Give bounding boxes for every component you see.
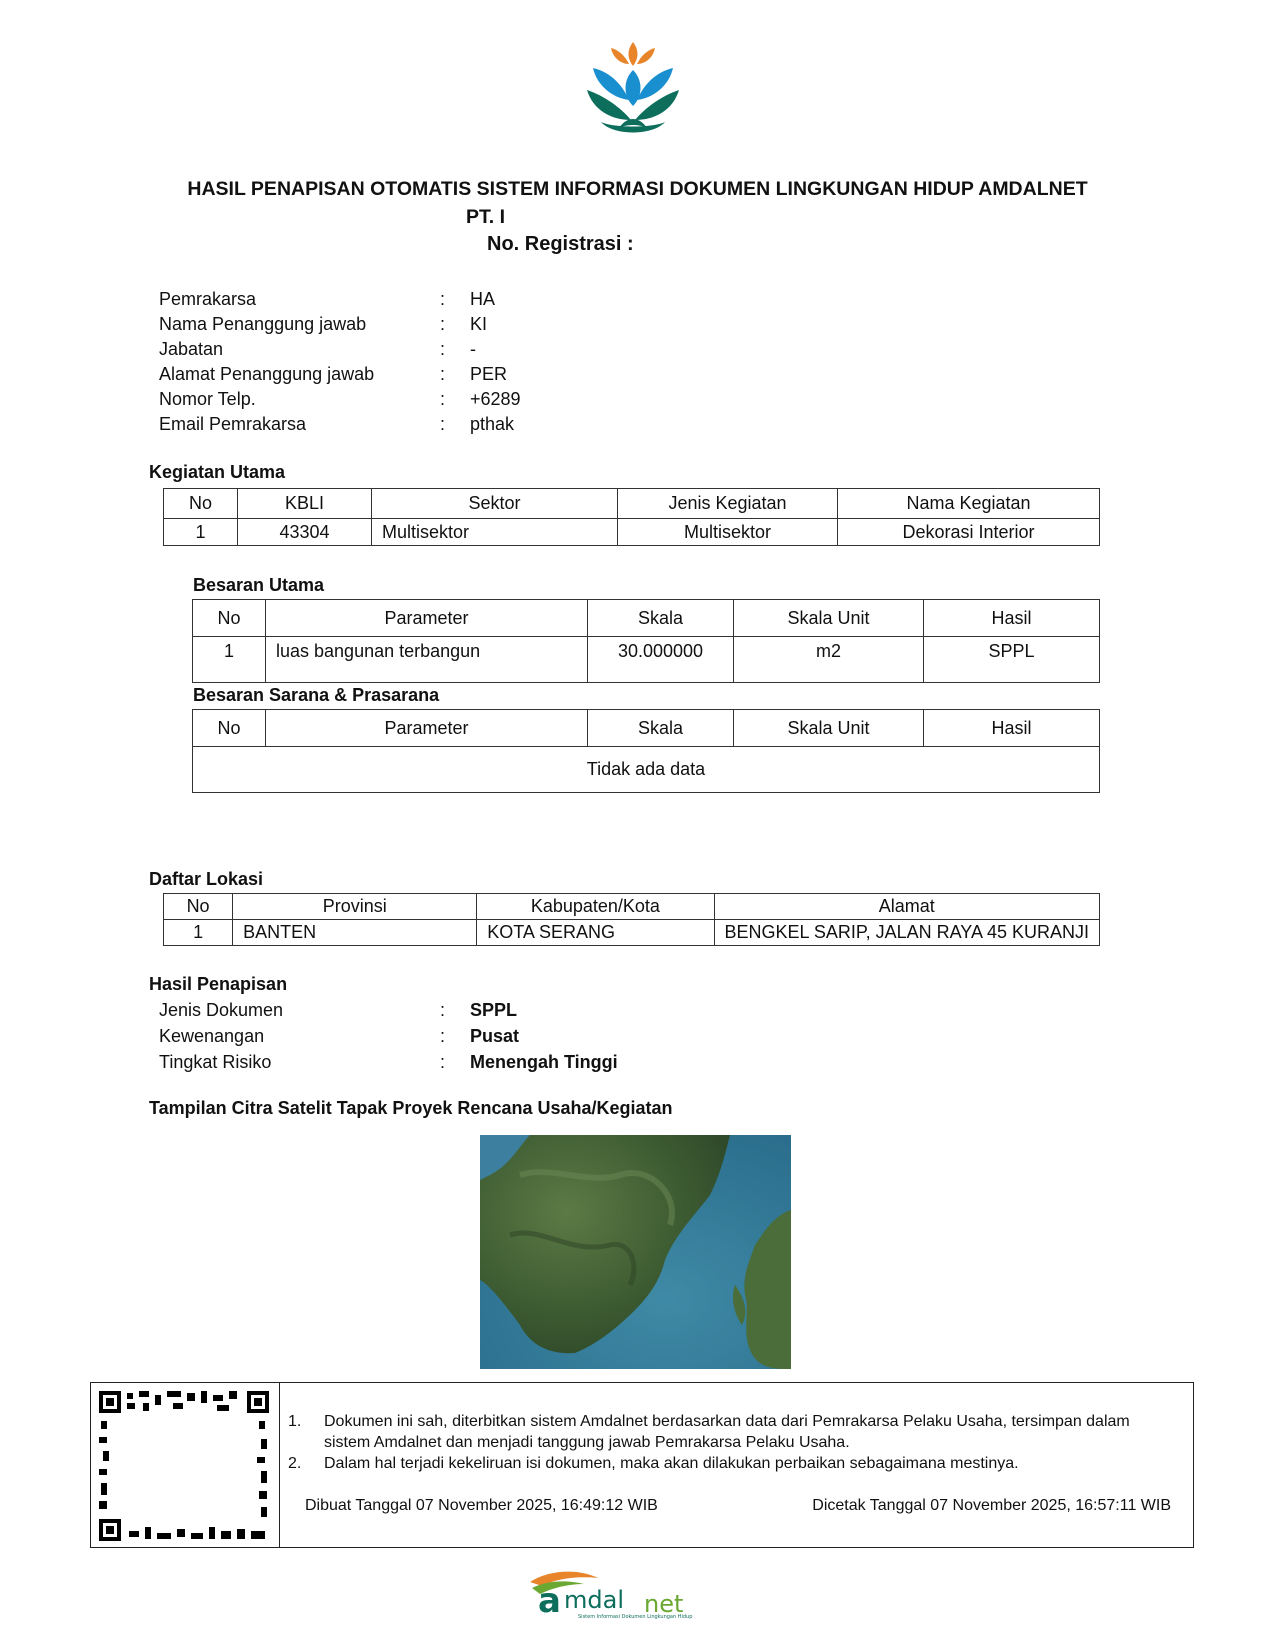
column-header: Skala <box>588 710 734 747</box>
column-header: Kabupaten/Kota <box>477 894 714 920</box>
ministry-logo <box>583 40 683 138</box>
field-separator: : <box>440 1026 446 1046</box>
applicant-row <box>159 362 519 387</box>
field-label: Email Pemrakarsa <box>159 414 307 434</box>
table-header-row <box>193 600 1100 637</box>
table-cell: 30.000000 <box>588 637 734 683</box>
field-separator: : <box>440 1000 446 1020</box>
authority-value: Pusat <box>470 1026 520 1046</box>
field-label: Tingkat Risiko <box>159 1052 272 1072</box>
field-label: Jenis Dokumen <box>159 1000 284 1020</box>
column-header: Skala Unit <box>734 600 924 637</box>
table-cell: Dekorasi Interior <box>838 519 1100 546</box>
hasil-penapisan-info <box>159 998 659 1076</box>
risk-level-value: Menengah Tinggi <box>470 1052 618 1072</box>
field-separator: : <box>440 389 446 409</box>
table-header-row <box>164 489 1100 519</box>
column-header: No <box>193 600 266 637</box>
column-header: Hasil <box>924 600 1100 637</box>
column-header: No <box>193 710 266 747</box>
daftar-lokasi-table <box>163 893 1100 946</box>
table-cell: 1 <box>164 519 238 546</box>
column-header: No <box>164 489 238 519</box>
column-header: Skala Unit <box>734 710 924 747</box>
column-header: Parameter <box>266 600 588 637</box>
note-number: 1. <box>288 1413 302 1430</box>
field-value: HA <box>470 289 496 309</box>
column-header: Nama Kegiatan <box>838 489 1100 519</box>
column-header: Alamat <box>714 894 1099 920</box>
table-cell: 1 <box>164 920 233 946</box>
note-item <box>288 1411 1168 1453</box>
column-header: Parameter <box>266 710 588 747</box>
note-text: Dalam hal terjadi kekeliruan isi dokumen, maka akan dilakukan perbaikan sebagaimana mestinya. <box>324 1455 1019 1472</box>
company-name: PT. I <box>466 206 506 228</box>
field-value: +6289 <box>470 389 521 409</box>
applicant-row <box>159 412 519 437</box>
applicant-row <box>159 312 519 337</box>
table-cell: Multisektor <box>372 519 618 546</box>
note-number: 2. <box>288 1455 302 1472</box>
column-header: Jenis Kegiatan <box>618 489 838 519</box>
notes-list <box>288 1411 1168 1474</box>
column-header: KBLI <box>238 489 372 519</box>
amdalnet-logo <box>528 1570 738 1622</box>
column-header: Hasil <box>924 710 1100 747</box>
table-header-row <box>164 894 1100 920</box>
field-separator: : <box>440 289 446 309</box>
section-title-daftar-lokasi: Daftar Lokasi <box>149 869 264 889</box>
table-header-row <box>193 710 1100 747</box>
besaran-utama-table <box>192 599 1100 683</box>
note-text: Dokumen ini sah, diterbitkan sistem Amdalnet berdasarkan data dari Pemrakarsa Pelaku Usaha, tersimpan dalam sistem Amdalnet dan menjadi tanggung jawab Pemrakarsa Pelaku Usaha. <box>324 1413 1130 1451</box>
svg-text:mdal: mdal <box>564 1586 624 1614</box>
table-row <box>164 519 1100 546</box>
field-separator: : <box>440 339 446 359</box>
field-value: PER <box>470 364 508 384</box>
applicant-row <box>159 387 519 412</box>
table-cell: luas bangunan terbangun <box>266 637 588 683</box>
printed-date: Dicetak Tanggal 07 November 2025, 16:57:11 WIB <box>812 1497 1171 1514</box>
field-label: Alamat Penanggung jawab <box>159 364 375 384</box>
field-value: pthak <box>470 414 515 434</box>
section-title-kegiatan-utama: Kegiatan Utama <box>149 462 286 482</box>
field-label: Jabatan <box>159 339 224 359</box>
table-cell: BANTEN <box>233 920 477 946</box>
satellite-image <box>480 1135 791 1369</box>
field-value: KI <box>470 314 488 334</box>
field-label: Nama Penanggung jawab <box>159 314 367 334</box>
registration-number-label: No. Registrasi : <box>487 233 634 255</box>
created-date: Dibuat Tanggal 07 November 2025, 16:49:12 WIB <box>305 1497 658 1514</box>
qr-code <box>99 1391 269 1541</box>
table-cell: m2 <box>734 637 924 683</box>
svg-text:net: net <box>644 1590 684 1618</box>
logo-tagline: Sistem Informasi Dokumen Lingkungan Hidup <box>578 1614 693 1620</box>
section-title-besaran-utama: Besaran Utama <box>193 575 325 595</box>
section-title-hasil-penapisan: Hasil Penapisan <box>149 974 288 994</box>
column-header: No <box>164 894 233 920</box>
table-row <box>193 637 1100 683</box>
empty-table-message: Tidak ada data <box>193 747 1100 793</box>
table-cell: SPPL <box>924 637 1100 683</box>
document-title: HASIL PENAPISAN OTOMATIS SISTEM INFORMASI DOKUMEN LINGKUNGAN HIDUP AMDALNET <box>187 178 1088 200</box>
field-separator: : <box>440 314 446 334</box>
field-separator: : <box>440 364 446 384</box>
section-title-satellite: Tampilan Citra Satelit Tapak Proyek Rencana Usaha/Kegiatan <box>149 1098 673 1118</box>
field-separator: : <box>440 1052 446 1072</box>
column-header: Provinsi <box>233 894 477 920</box>
qr-code-cell <box>91 1383 280 1547</box>
applicant-info <box>159 287 519 437</box>
result-row <box>159 1024 659 1050</box>
footer-box <box>90 1382 1194 1548</box>
table-cell: 43304 <box>238 519 372 546</box>
applicant-row <box>159 287 519 312</box>
table-cell: 1 <box>193 637 266 683</box>
result-row <box>159 998 659 1024</box>
table-row <box>193 747 1100 793</box>
table-cell: Multisektor <box>618 519 838 546</box>
result-row <box>159 1050 659 1076</box>
note-item <box>288 1453 1168 1474</box>
field-label: Pemrakarsa <box>159 289 257 309</box>
column-header: Skala <box>588 600 734 637</box>
column-header: Sektor <box>372 489 618 519</box>
table-cell: BENGKEL SARIP, JALAN RAYA 45 KURANJI <box>714 920 1099 946</box>
section-title-besaran-sarana: Besaran Sarana & Prasarana <box>193 685 440 705</box>
document-type-value: SPPL <box>470 1000 518 1020</box>
field-separator: : <box>440 414 446 434</box>
applicant-row <box>159 337 519 362</box>
field-value: - <box>470 339 476 359</box>
field-label: Kewenangan <box>159 1026 265 1046</box>
kegiatan-utama-table <box>163 488 1100 546</box>
besaran-sarana-table <box>192 709 1100 793</box>
field-label: Nomor Telp. <box>159 389 256 409</box>
table-cell: KOTA SERANG <box>477 920 714 946</box>
table-row <box>164 920 1100 946</box>
svg-text:a: a <box>538 1581 561 1621</box>
